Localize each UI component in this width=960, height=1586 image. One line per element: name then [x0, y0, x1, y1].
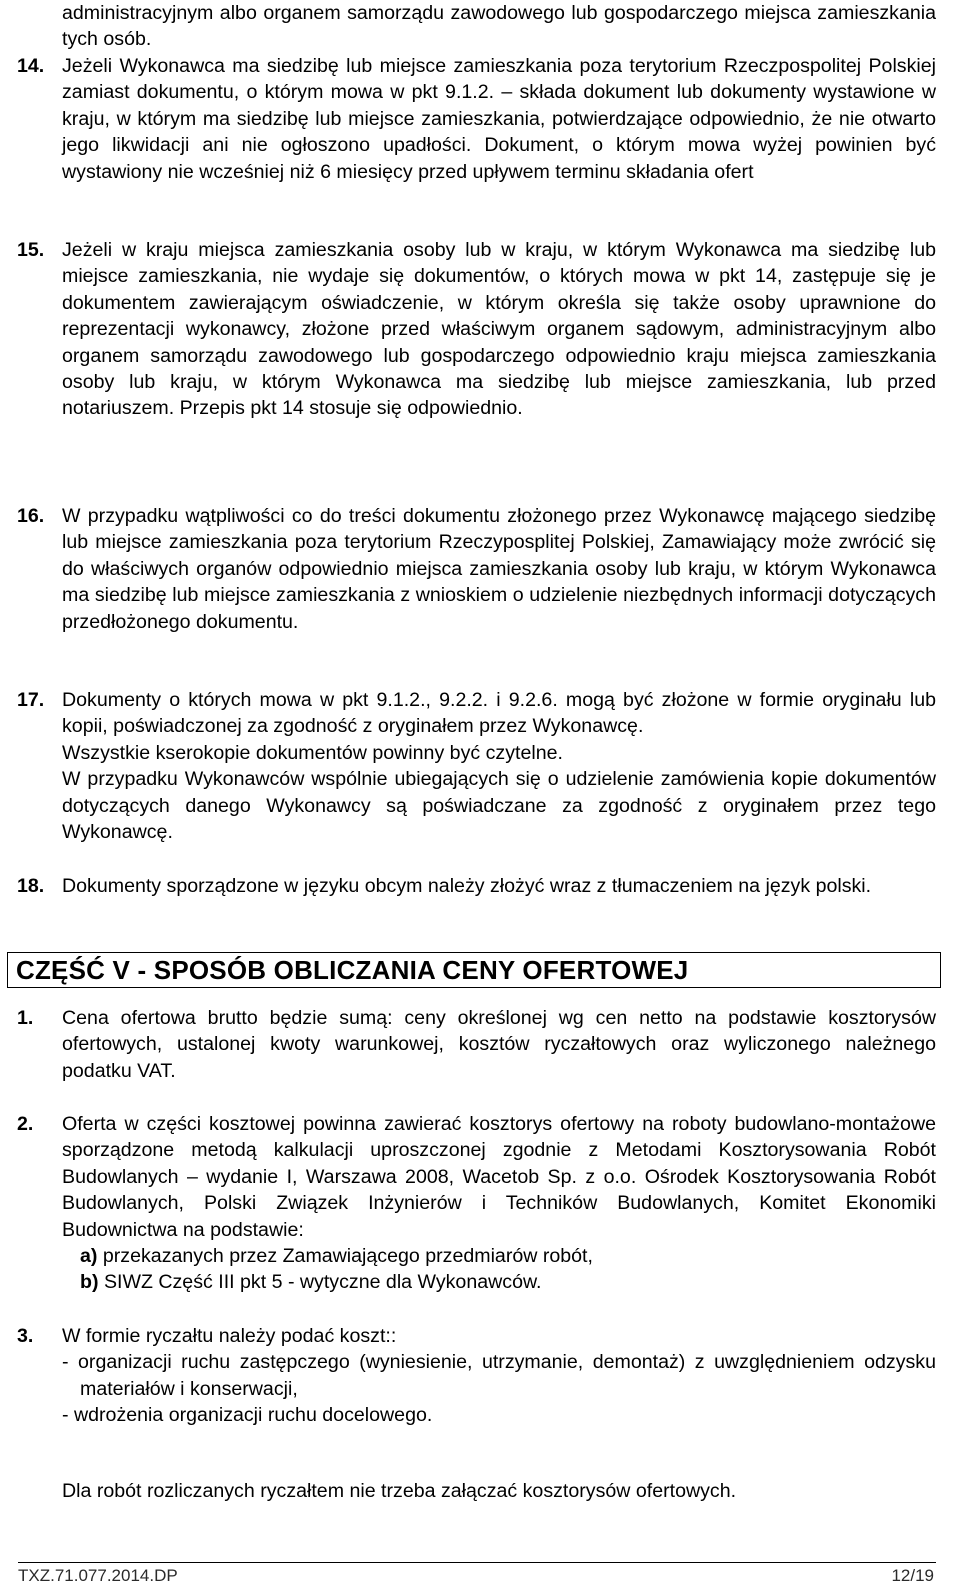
list-item: - wdrożenia organizacji ruchu docelowego. [62, 1404, 433, 1427]
item-text: Cena ofertowa brutto będzie sumą: ceny określonej wg cen netto na podstawie kosztorysów ofertowych, ustalonej kwoty warunkowej, kosztów ryczałtowych oraz wyliczonego należnego podatku VAT. [62, 1007, 936, 1082]
item-text: Dokumenty o których mowa w pkt 9.1.2., 9.2.2. i 9.2.6. mogą być złożone w formie oryginału lub kopii, poświadczonej za zgodność z oryginałem przez Wykonawcę. [62, 689, 936, 738]
item-text-line3: W przypadku Wykonawców wspólnie ubiegających się o udzielenie zamówienia kopie dokumentów dotyczących danego Wykonawcy są poświadczane za zgodność z oryginałem przez tego Wykonawcę. [62, 768, 936, 844]
sub-item-text: SIWZ Część III pkt 5 - wytyczne dla Wykonawców. [98, 1271, 542, 1294]
item-number: 1. [17, 1007, 34, 1029]
item-text: Dokumenty sporządzone w języku obcym należy złożyć wraz z tłumaczeniem na język polski. [62, 875, 872, 897]
item-17 [17, 687, 936, 845]
section-item-1 [17, 1005, 936, 1084]
footer-doc-id: TXZ.71.077.2014.DP [18, 1566, 178, 1585]
item-number: 2. [17, 1113, 34, 1135]
intro-paragraph [62, 0, 936, 53]
footer-page-number: 12/19 [891, 1566, 934, 1585]
sub-item-label: b) [80, 1271, 99, 1294]
item-16 [17, 503, 936, 635]
item-18 [17, 873, 936, 899]
closing-paragraph [62, 1478, 936, 1504]
item-number: 16. [17, 505, 45, 527]
sub-item-label: a) [80, 1245, 98, 1268]
section-item-2 [17, 1111, 936, 1296]
dash-list [62, 1349, 936, 1428]
section-heading: CZĘŚĆ V - SPOSÓB OBLICZANIA CENY OFERTOWEJ [7, 952, 941, 988]
item-text-line2: Wszystkie kserokopie dokumentów powinny być czytelne. [62, 741, 563, 764]
item-number: 18. [17, 875, 45, 897]
item-text: Oferta w części kosztowej powinna zawierać kosztorys ofertowy na roboty budowlano-montażowe sporządzone metodą kalkulacji uproszczonej zgodnie z Metodami Kosztorysowania Robót Budowlanych – wydanie I, Warszawa 2008, Wacetob Sp. z o.o. Ośrodek Kosztorysowania Robót Budowlanych, Polski Związek Inżynierów i Techników Budowlanych, Komitet Ekonomiki Budownictwa na podstawie: [62, 1113, 936, 1241]
item-text: Jeżeli w kraju miejsca zamieszkania osoby lub w kraju, w którym Wykonawca ma siedzibę lub miejsce zamieszkania, nie wydaje się dokumentów, o których mowa w pkt 14, zastępuje się je dokumentem zawierającym oświadczenie, w którym określa się także osoby uprawnione do reprezentacji wykonawcy, złożone przed właściwym organem sądowym, administracyjnym albo organem samorządu zawodowego lub gospodarczego odpowiednio kraju miejsca zamieszkania osoby lub kraju, w którym Wykonawca ma siedzibę lub miejsce zamieszkania, lub przed notariuszem. Przepis pkt 14 stosuje się odpowiednio. [62, 239, 936, 420]
list-item: - organizacji ruchu zastępczego (wyniesienie, utrzymanie, demontaż) z uwzględnieniem odzysku materiałów i konserwacji, [62, 1351, 936, 1400]
item-number: 15. [17, 239, 45, 261]
sub-item-b [62, 1269, 936, 1295]
item-number: 14. [17, 55, 45, 77]
intro-text: administracyjnym albo organem samorządu zawodowego lub gospodarczego miejsca zamieszkania tych osób. [62, 2, 936, 51]
sub-item-a [62, 1243, 936, 1269]
item-text: Jeżeli Wykonawca ma siedzibę lub miejsce zamieszkania poza terytorium Rzeczpospolitej Polskiej zamiast dokumentu, o którym mowa w pkt 9.1.2. – składa dokument lub dokumenty wystawione w kraju, w którym ma siedzibę lub miejsce zamieszkania, potwierdzające odpowiednio, że nie otwarto jego likwidacji ani nie ogłoszono upadłości. Dokument, o którym mowa wyżej powinien być wystawiony nie wcześniej niż 6 miesięcy przed upływem terminu składania ofert [62, 55, 936, 183]
item-number: 3. [17, 1325, 34, 1347]
item-number: 17. [17, 689, 45, 711]
section-item-3 [17, 1323, 936, 1429]
sub-item-text: przekazanych przez Zamawiającego przedmiarów robót, [97, 1245, 593, 1268]
item-text: W przypadku wątpliwości co do treści dokumentu złożonego przez Wykonawcę mającego siedzibę lub miejsce zamieszkania poza terytorium Rzeczyposplitej Polskiej, Zamawiający może zwrócić się do właściwych organów odpowiednio miejsca zamieszkania osoby lub kraju, w którym Wykonawca ma siedzibę lub miejsce zamieszkania z wnioskiem o udzielenie niezbędnych informacji dotyczących przedłożonego dokumentu. [62, 505, 936, 633]
item-text: W formie ryczałtu należy podać koszt:: [62, 1325, 397, 1347]
footer-divider [18, 1562, 936, 1563]
item-14 [17, 53, 936, 185]
item-15 [17, 237, 936, 422]
closing-text: Dla robót rozliczanych ryczałtem nie trzeba załączać kosztorysów ofertowych. [62, 1480, 737, 1502]
